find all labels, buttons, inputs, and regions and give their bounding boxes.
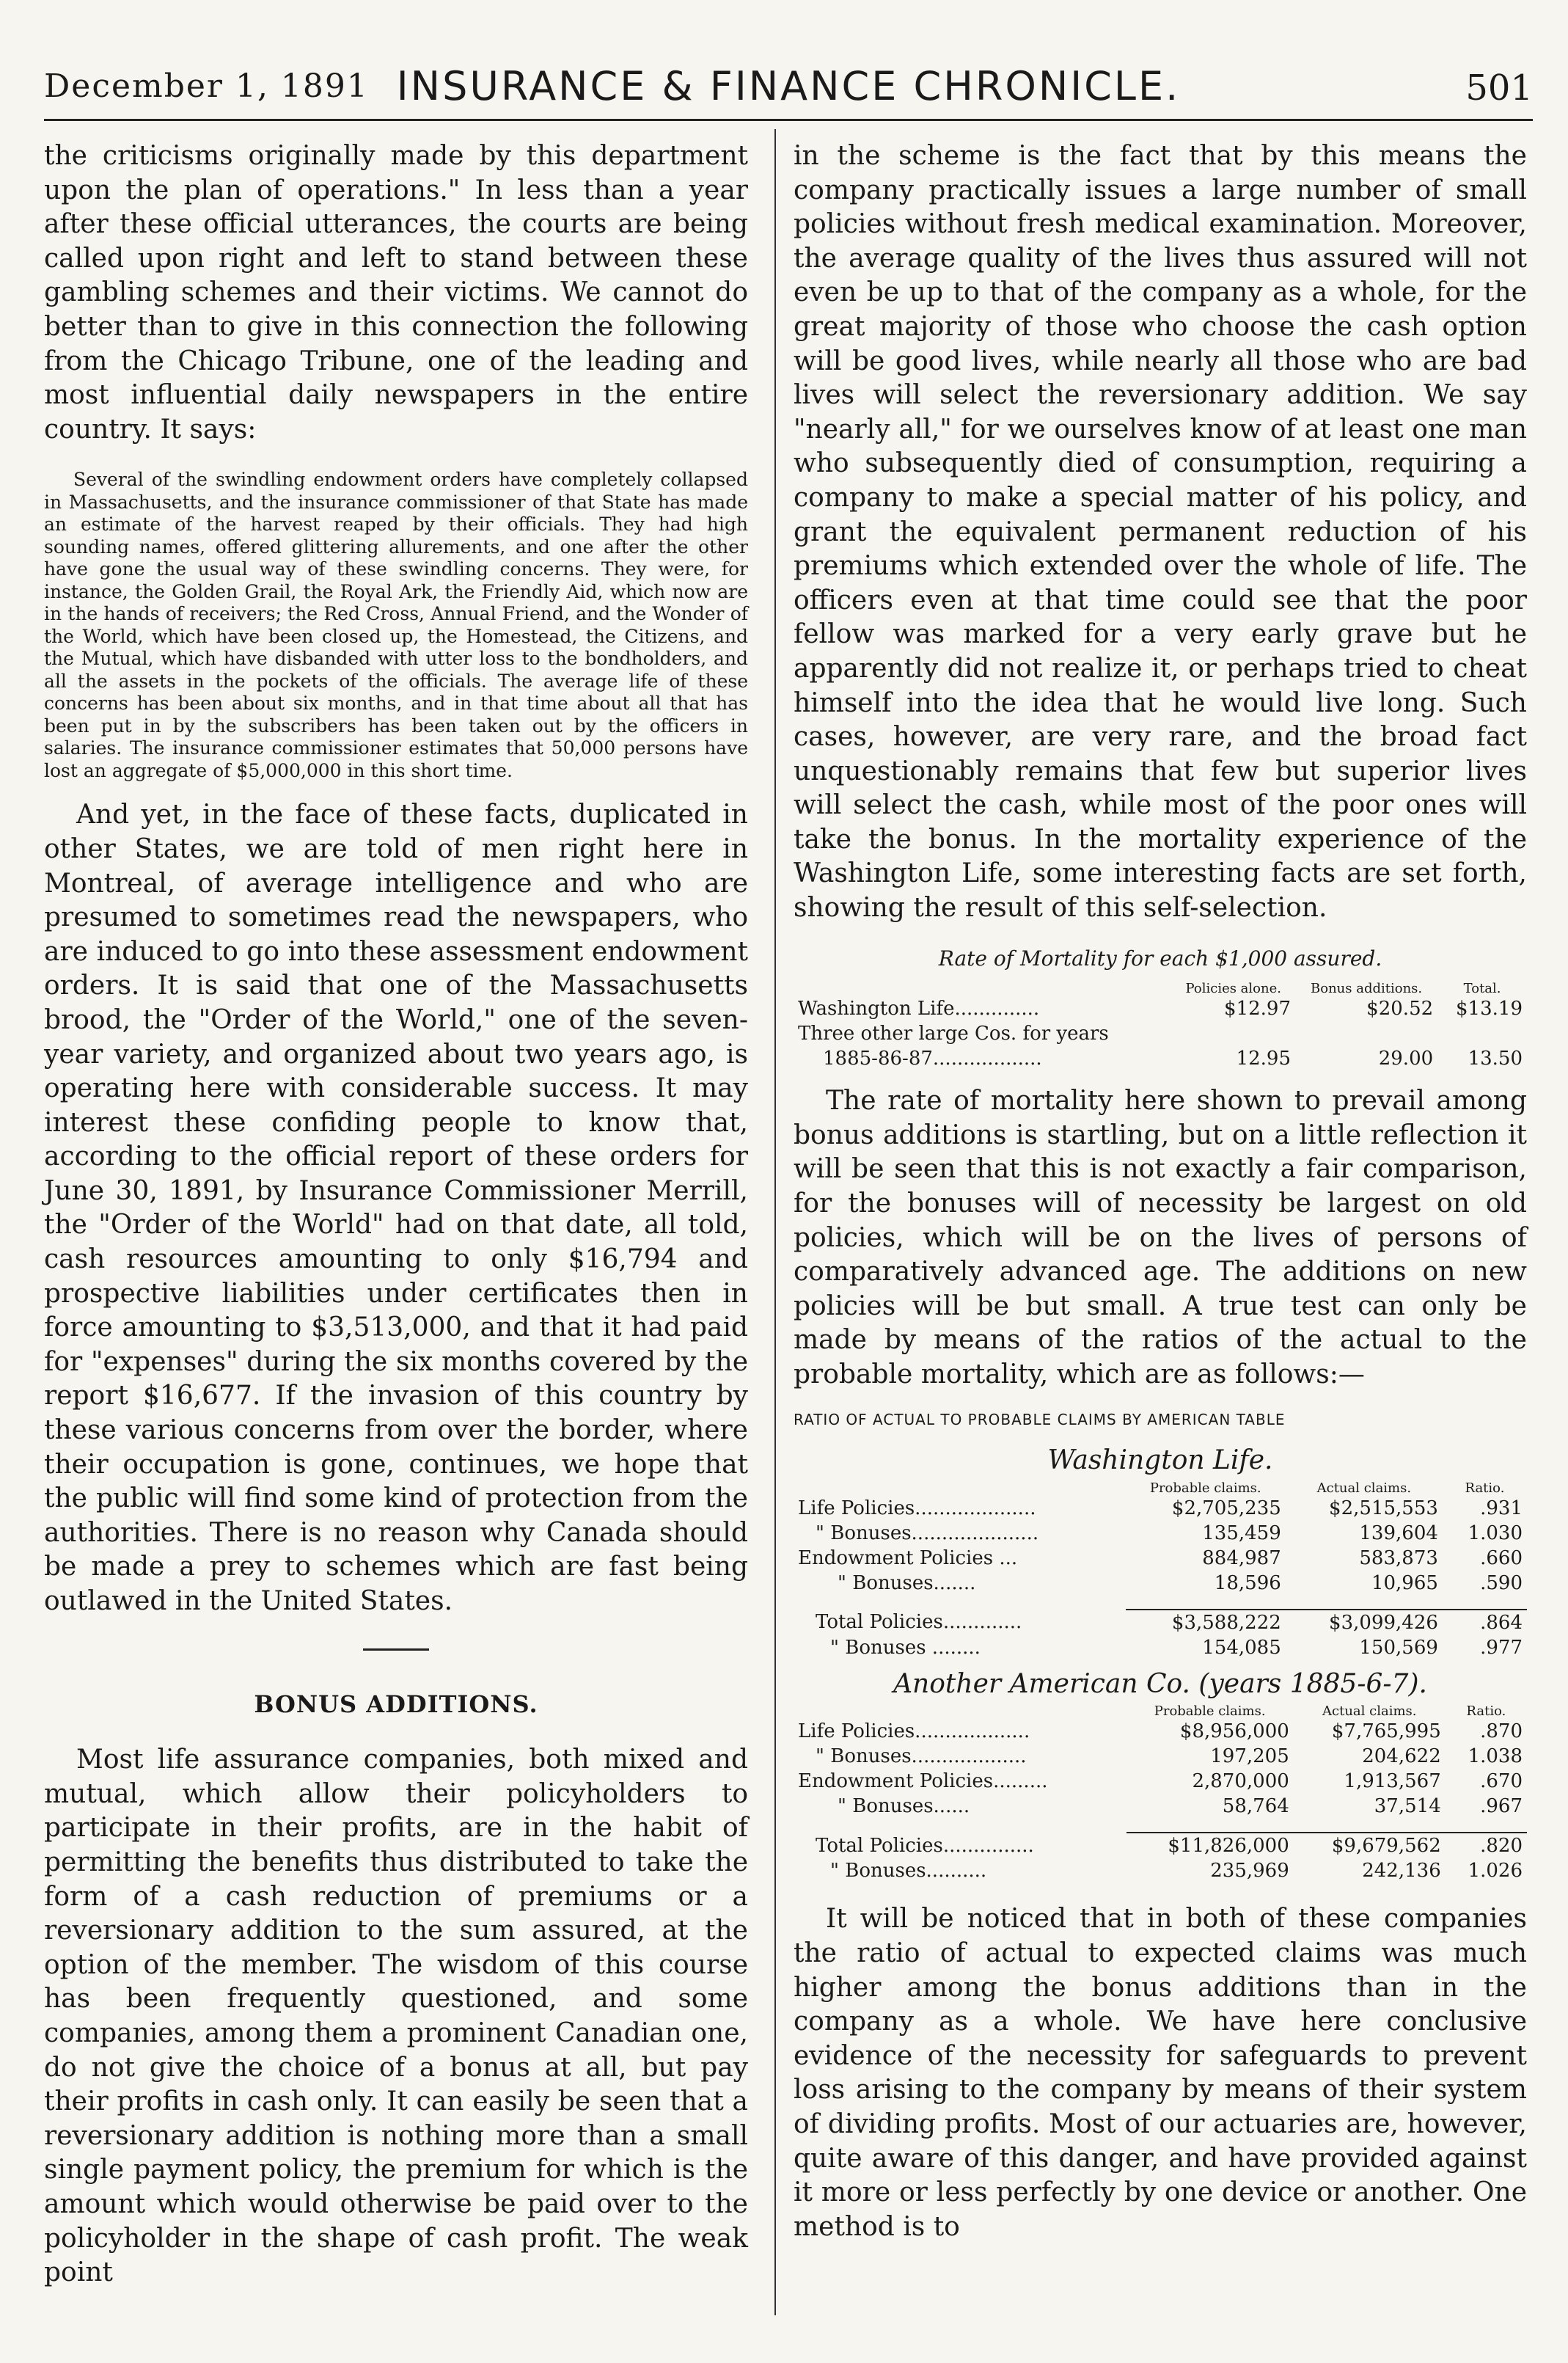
table-row: " Bonuses...... 58,764 37,514 .967 [838,1795,1523,1818]
another-company-title: Another American Co. (years 1885-6-7). [893,1668,1427,1699]
paragraph: the criticisms originally made by this department upon the plan of operations." In less than a year after these official utterances, the courts are being called upon right and left to stand between these gambling schemes and their victims. We cannot do better than to give in this connection the following from the Chicago Tribune, one of the leading and most influential daily newspapers in the entire country. It says: [44,141,748,445]
washington-life-table [794,1481,1527,1660]
total-row: Total Policies............. $3,588,222 $3,099,426 .864 [794,1610,1527,1635]
table-header: Ratio. [1466,1703,1506,1720]
total-row: " Bonuses ........ 154,085 150,569 .977 [830,1636,1523,1659]
table-header [794,1481,1126,1496]
table-header [794,982,1171,996]
publication-title: INSURANCE & FINANCE CHRONICLE. [396,63,1181,109]
washington-life-title: Washington Life. [1047,1445,1273,1476]
right-column [794,139,1527,2244]
table-row: Endowment Policies......... 2,870,000 1,913,567 .670 [798,1770,1523,1793]
paragraph: in the scheme is the fact that by this means the company practically issues a large number of small policies without fresh medical examination. Moreover, the average quality of the lives thus assured will not even be up to that of the company as a whole, for the great majority of those who choose the cash option will be good lives, while nearly all those who are bad lives will select the reversionary addition. We say "nearly all," for we ourselves know of at least one man who subsequently died of consumption, requiring a company to make a special matter of his policy, and grant the equivalent permanent reduction of his premiums which extended over the whole of life. The officers even at that time could see that the poor fellow was marked for a very early grave but he apparently did not realize it, or perhaps tried to cheat himself into the idea that he would live long. Such cases, however, are very rare, and the broad fact unquestionably remains that few but superior lives will select the cash, while most of the poor ones will take the bonus. In the mortality experience of the Washington Life, some interesting facts are set forth, showing the result of this self-selection. [794,141,1527,924]
table-header: Probable claims. [1154,1703,1266,1720]
mortality-table [794,982,1527,1071]
table-header: Bonus additions. [1311,981,1423,997]
table-row: Life Policies................... $8,956,000 $7,765,995 .870 [798,1720,1523,1743]
table-row: Life Policies.................... $2,705,235 $2,515,553 .931 [798,1497,1523,1519]
masthead [44,63,1533,114]
table-row: 1885-86-87.................. 12.95 29.00 13.50 [823,1048,1523,1070]
section-divider [363,1648,429,1651]
table-header: Probable claims. [1149,1480,1261,1496]
table-row: Endowment Policies ... 884,987 583,873 .660 [798,1546,1523,1569]
table-row: Three other large Cos. for years [798,1023,1109,1045]
table-row: " Bonuses....... 18,596 10,965 .590 [838,1571,1523,1594]
total-row: " Bonuses.......... 235,969 242,136 1.026 [830,1860,1523,1882]
tribune-quotation: Several of the swindling endowment orders have completely collapsed in Massachusetts, and the insurance commissioner of that State has made an estimate of the harvest reaped by their officials. They had high sounding names, offered glittering allurements, and one after the other have gone the usual way of these swindling concerns. They were, for instance, the Golden Grail, the Royal Ark, the Friendly Aid, which now are in the hands of receivers; the Red Cross, Annual Friend, and the Wonder of the World, which have been closed up, the Homestead, the Citizens, and the Mutual, which have disbanded with utter loss to the bondholders, and all the assets in the pockets of the officials. The average life of these concerns has been about six months, and in that time about all that has been put in by the subscribers has been taken out by the officers in salaries. The insurance commissioner estimates that 50,000 persons have lost an aggregate of $5,000,000 in this short time. [44,469,748,781]
paragraph: The rate of mortality here shown to prevail among bonus additions is startling, but on a little reflection it will be seen that this is not exactly a fair comparison, for the bonuses will of necessity be largest on old policies, which will be on the lives of persons of comparatively advanced age. The additions on new policies will be but small. A true test can only be made by means of the ratios of the actual to the probable mortality, which are as follows:— [794,1086,1527,1389]
another-company-table [794,1704,1527,1883]
page-number: 501 [1465,67,1533,109]
paragraph: Most life assurance companies, both mixed and mutual, which allow their policyholders to participate in their profits, are in the habit of permitting the benefits thus distributed to take the form of a cash reduction of premiums or a reversionary addition to the sum assured, at the option of the member. The wisdom of this course has been frequently questioned, and some companies, among them a prominent Canadian one, do not give the choice of a bonus at all, but pay their profits in cash only. It can easily be seen that a reversionary addition is nothing more than a small single payment policy, the premium for which is the amount which would otherwise be paid over to the policyholder in the shape of cash profit. The weak point [44,1745,748,2288]
ratio-table-title: RATIO OF ACTUAL TO PROBABLE CLAIMS BY AMERICAN TABLE [794,1410,1286,1428]
mortality-table-caption: Rate of Mortality for each $1,000 assured. [938,946,1382,971]
table-header [794,1704,1126,1719]
total-row: Total Policies............... $11,826,000 $9,679,562 .820 [794,1833,1527,1858]
paragraph: It will be noticed that in both of these companies the ratio of actual to expected claims was much higher among the bonus additions than in the company as a whole. We have here conclusive evidence of the necessity for safeguards to prevent loss arising to the company by means of their system of dividing profits. Most of our actuaries are, however, quite aware of this danger, and have provided against it more or less perfectly by one device or another. One method is to [794,1904,1527,2242]
table-row: Washington Life.............. $12.97 $20.52 $13.19 [798,998,1523,1020]
issue-date: December 1, 1891 [44,67,369,105]
table-header: Policies alone. [1185,981,1281,997]
paragraph: And yet, in the face of these facts, duplicated in other States, we are told of men right here in Montreal, of average intelligence and who are presumed to sometimes read the newspapers, who are induced to go into these assessment endowment orders. It is said that one of the Massachusetts brood, the "Order of the World," one of the seven-year variety, and organized about two years ago, is operating here with considerable success. It may interest these confiding people to know that, according to the official report of these orders for June 30, 1891, by Insurance Commissioner Merrill, the "Order of the World" had on that date, all told, cash resources amounting to only $16,794 and prospective liabilities under certificates then in force amounting to $3,513,000, and that it had paid for "expenses" during the six months covered by the report $16,677. If the invasion of this country by these various concerns from over the border, where their occupation is gone, continues, we hope that the public will find some kind of protection from the authorities. There is no reason why Canada should be made a prey to schemes which are fast being outlawed in the United States. [44,800,748,1616]
column-divider [774,129,776,2315]
table-header: Ratio. [1465,1480,1505,1496]
table-row: " Bonuses................... 197,205 204,622 1.038 [816,1745,1523,1768]
table-row: " Bonuses..................... 135,459 139,604 1.030 [816,1522,1523,1544]
table-header: Total. [1463,981,1501,997]
table-header: Actual claims. [1316,1480,1412,1496]
table-header: Actual claims. [1322,1703,1417,1720]
section-heading: BONUS ADDITIONS. [254,1690,538,1718]
masthead-rule [44,119,1533,121]
left-column [44,139,748,2290]
